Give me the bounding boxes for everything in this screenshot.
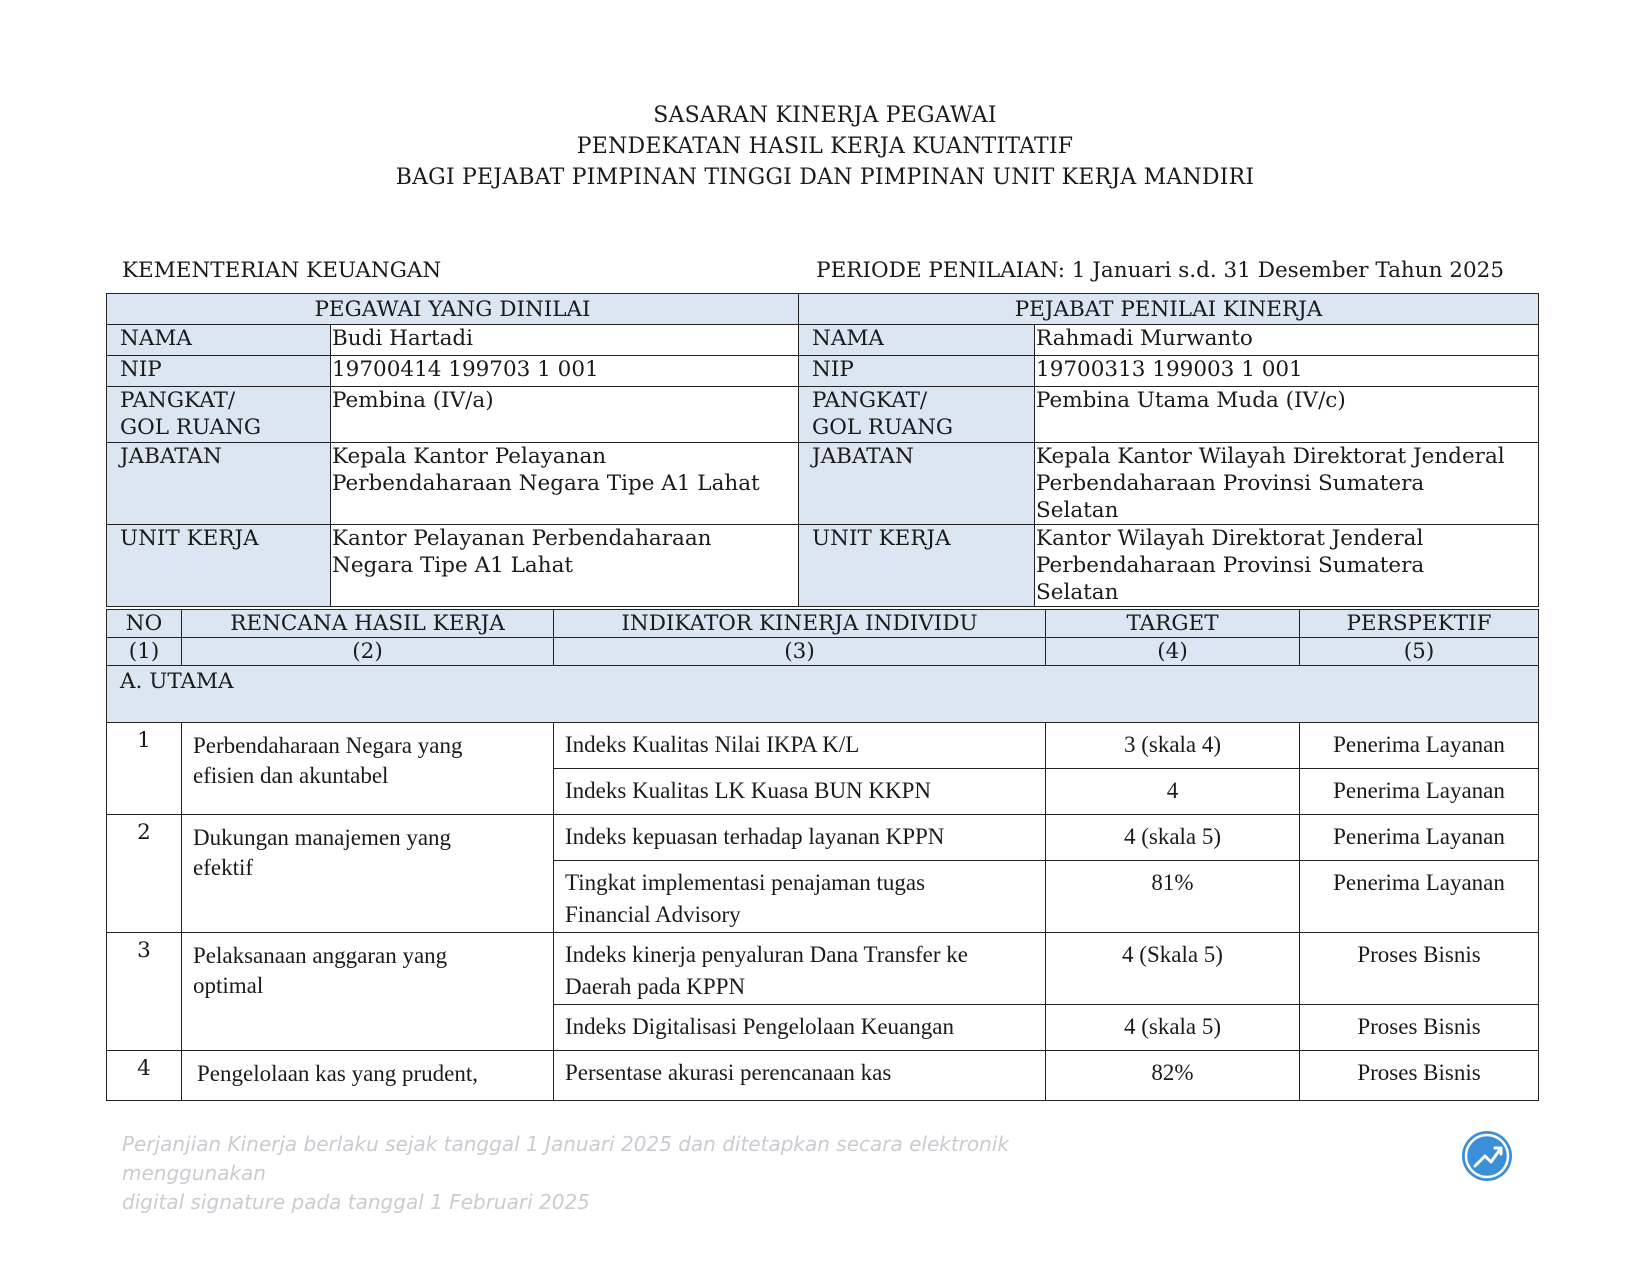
penilai-header: PEJABAT PENILAI KINERJA: [799, 294, 1539, 325]
column-number-3: (3): [554, 638, 1046, 666]
rencana-hasil-kerja: [182, 815, 554, 933]
rencana-hasil-kerja: [182, 723, 554, 815]
target: 4 (skala 5): [1046, 815, 1300, 861]
title-line-3: BAGI PEJABAT PIMPINAN TINGGI DAN PIMPINAN UNIT KERJA MANDIRI: [395, 165, 1255, 190]
rhk-line-2: efisien dan akuntabel: [193, 763, 389, 788]
column-header-target: TARGET: [1046, 610, 1300, 638]
pegawai-pangkat-value: Pembina (IV/a): [331, 387, 799, 443]
indikator: Indeks Kualitas LK Kuasa BUN KKPN: [554, 769, 1046, 815]
column-number-5: (5): [1300, 638, 1539, 666]
unit-line-2: Perbendaharaan Provinsi Sumatera: [1036, 553, 1425, 578]
employee-info-table: [106, 293, 1539, 607]
row-number: 3: [107, 933, 182, 1051]
penilai-jabatan-value: [1035, 443, 1539, 525]
target: 3 (skala 4): [1046, 723, 1300, 769]
perspektif: Penerima Layanan: [1300, 861, 1539, 933]
indikator: [554, 933, 1046, 1005]
column-header-indikator: INDIKATOR KINERJA INDIVIDU: [554, 610, 1046, 638]
jabatan-line-3: Selatan: [1036, 498, 1119, 523]
periode-label: PERIODE PENILAIAN: 1 Januari s.d. 31 Desember Tahun 2025: [816, 258, 1504, 283]
rhk-line-1: Pelaksanaan anggaran yang: [193, 943, 448, 968]
section-utama: A. UTAMA: [107, 666, 1539, 723]
indikator: Indeks Digitalisasi Pengelolaan Keuangan: [554, 1005, 1046, 1051]
jabatan-line-1: Kepala Kantor Pelayanan: [332, 444, 607, 469]
penilai-nip-label: NIP: [799, 356, 1035, 387]
penilai-pangkat-label: [799, 387, 1035, 443]
column-header-rencana: RENCANA HASIL KERJA: [182, 610, 554, 638]
column-number-1: (1): [107, 638, 182, 666]
target: 4 (Skala 5): [1046, 933, 1300, 1005]
document-title: [0, 100, 1650, 193]
digital-signature-icon: [1461, 1130, 1513, 1182]
target: 81%: [1046, 861, 1300, 933]
pangkat-label-line-1: PANGKAT/: [812, 388, 928, 413]
perspektif: Penerima Layanan: [1300, 769, 1539, 815]
jabatan-line-2: Perbendaharaan Negara Tipe A1 Lahat: [332, 471, 760, 496]
performance-target-table: [106, 609, 1539, 1101]
perspektif: Proses Bisnis: [1300, 933, 1539, 1005]
perspektif: Penerima Layanan: [1300, 723, 1539, 769]
pegawai-nama-label: NAMA: [107, 325, 331, 356]
penilai-jabatan-label: JABATAN: [799, 443, 1035, 525]
pangkat-label-line-2: GOL RUANG: [120, 415, 262, 440]
penilai-nip-value: 19700313 199003 1 001: [1035, 356, 1539, 387]
penilai-nama-value: Rahmadi Murwanto: [1035, 325, 1539, 356]
pegawai-jabatan-label: JABATAN: [107, 443, 331, 525]
penilai-nama-label: NAMA: [799, 325, 1035, 356]
rhk-line-2: optimal: [193, 973, 264, 998]
pegawai-unit-label: UNIT KERJA: [107, 525, 331, 607]
indikator-line-1: Tingkat implementasi penajaman tugas: [565, 870, 926, 895]
column-number-2: (2): [182, 638, 554, 666]
table-row: [107, 1051, 1539, 1101]
pegawai-nip-value: 19700414 199703 1 001: [331, 356, 799, 387]
meta-row: [122, 258, 1504, 288]
row-number: 1: [107, 723, 182, 815]
instansi-label: KEMENTERIAN KEUANGAN: [122, 258, 442, 283]
indikator-line-1: Indeks kinerja penyaluran Dana Transfer ke: [565, 942, 969, 967]
footer-line-1: Perjanjian Kinerja berlaku sejak tanggal 1 Januari 2025 dan ditetapkan secara elektronik menggunakan: [122, 1132, 1009, 1185]
indikator: Indeks kepuasan terhadap layanan KPPN: [554, 815, 1046, 861]
table-row: [107, 723, 1539, 769]
rencana-hasil-kerja: [182, 933, 554, 1051]
indikator-line-2: Daerah pada KPPN: [565, 974, 746, 999]
pegawai-header: PEGAWAI YANG DINILAI: [107, 294, 799, 325]
unit-line-3: Selatan: [1036, 580, 1119, 605]
jabatan-line-2: Perbendaharaan Provinsi Sumatera: [1036, 471, 1425, 496]
pangkat-label-line-2: GOL RUANG: [812, 415, 954, 440]
column-number-4: (4): [1046, 638, 1300, 666]
target: 82%: [1046, 1051, 1300, 1101]
perspektif: Proses Bisnis: [1300, 1005, 1539, 1051]
penilai-unit-value: [1035, 525, 1539, 607]
unit-line-1: Kantor Pelayanan Perbendaharaan: [332, 526, 712, 551]
unit-line-2: Negara Tipe A1 Lahat: [332, 553, 574, 578]
pangkat-label-line-1: PANGKAT/: [120, 388, 236, 413]
indikator-line-2: Financial Advisory: [565, 902, 741, 927]
pegawai-nip-label: NIP: [107, 356, 331, 387]
indikator: [554, 861, 1046, 933]
column-header-no: NO: [107, 610, 182, 638]
pegawai-nama-value: Budi Hartadi: [331, 325, 799, 356]
rhk-line-2: efektif: [193, 855, 254, 880]
penilai-unit-label: UNIT KERJA: [799, 525, 1035, 607]
rhk-line-1: Dukungan manajemen yang: [193, 825, 452, 850]
pegawai-pangkat-label: [107, 387, 331, 443]
rhk-line-1: Perbendaharaan Negara yang: [193, 733, 463, 758]
penilai-pangkat-value: Pembina Utama Muda (IV/c): [1035, 387, 1539, 443]
table-row: [107, 815, 1539, 861]
jabatan-line-1: Kepala Kantor Wilayah Direktorat Jenderal: [1036, 444, 1505, 469]
indikator: Persentase akurasi perencanaan kas: [554, 1051, 1046, 1101]
perspektif: Proses Bisnis: [1300, 1051, 1539, 1101]
e-signature-note: [122, 1130, 1122, 1217]
target: 4 (skala 5): [1046, 1005, 1300, 1051]
unit-line-1: Kantor Wilayah Direktorat Jenderal: [1036, 526, 1424, 551]
rencana-hasil-kerja: Pengelolaan kas yang prudent,: [182, 1051, 554, 1101]
pegawai-jabatan-value: [331, 443, 799, 525]
row-number: 2: [107, 815, 182, 933]
table-row: [107, 933, 1539, 1005]
title-line-1: SASARAN KINERJA PEGAWAI: [653, 103, 997, 128]
title-line-2: PENDEKATAN HASIL KERJA KUANTITATIF: [576, 134, 1074, 159]
footer-line-2: digital signature pada tanggal 1 Februari 2025: [122, 1190, 590, 1214]
indikator: Indeks Kualitas Nilai IKPA K/L: [554, 723, 1046, 769]
pegawai-unit-value: [331, 525, 799, 607]
column-header-perspektif: PERSPEKTIF: [1300, 610, 1539, 638]
perspektif: Penerima Layanan: [1300, 815, 1539, 861]
target: 4: [1046, 769, 1300, 815]
row-number: 4: [107, 1051, 182, 1101]
